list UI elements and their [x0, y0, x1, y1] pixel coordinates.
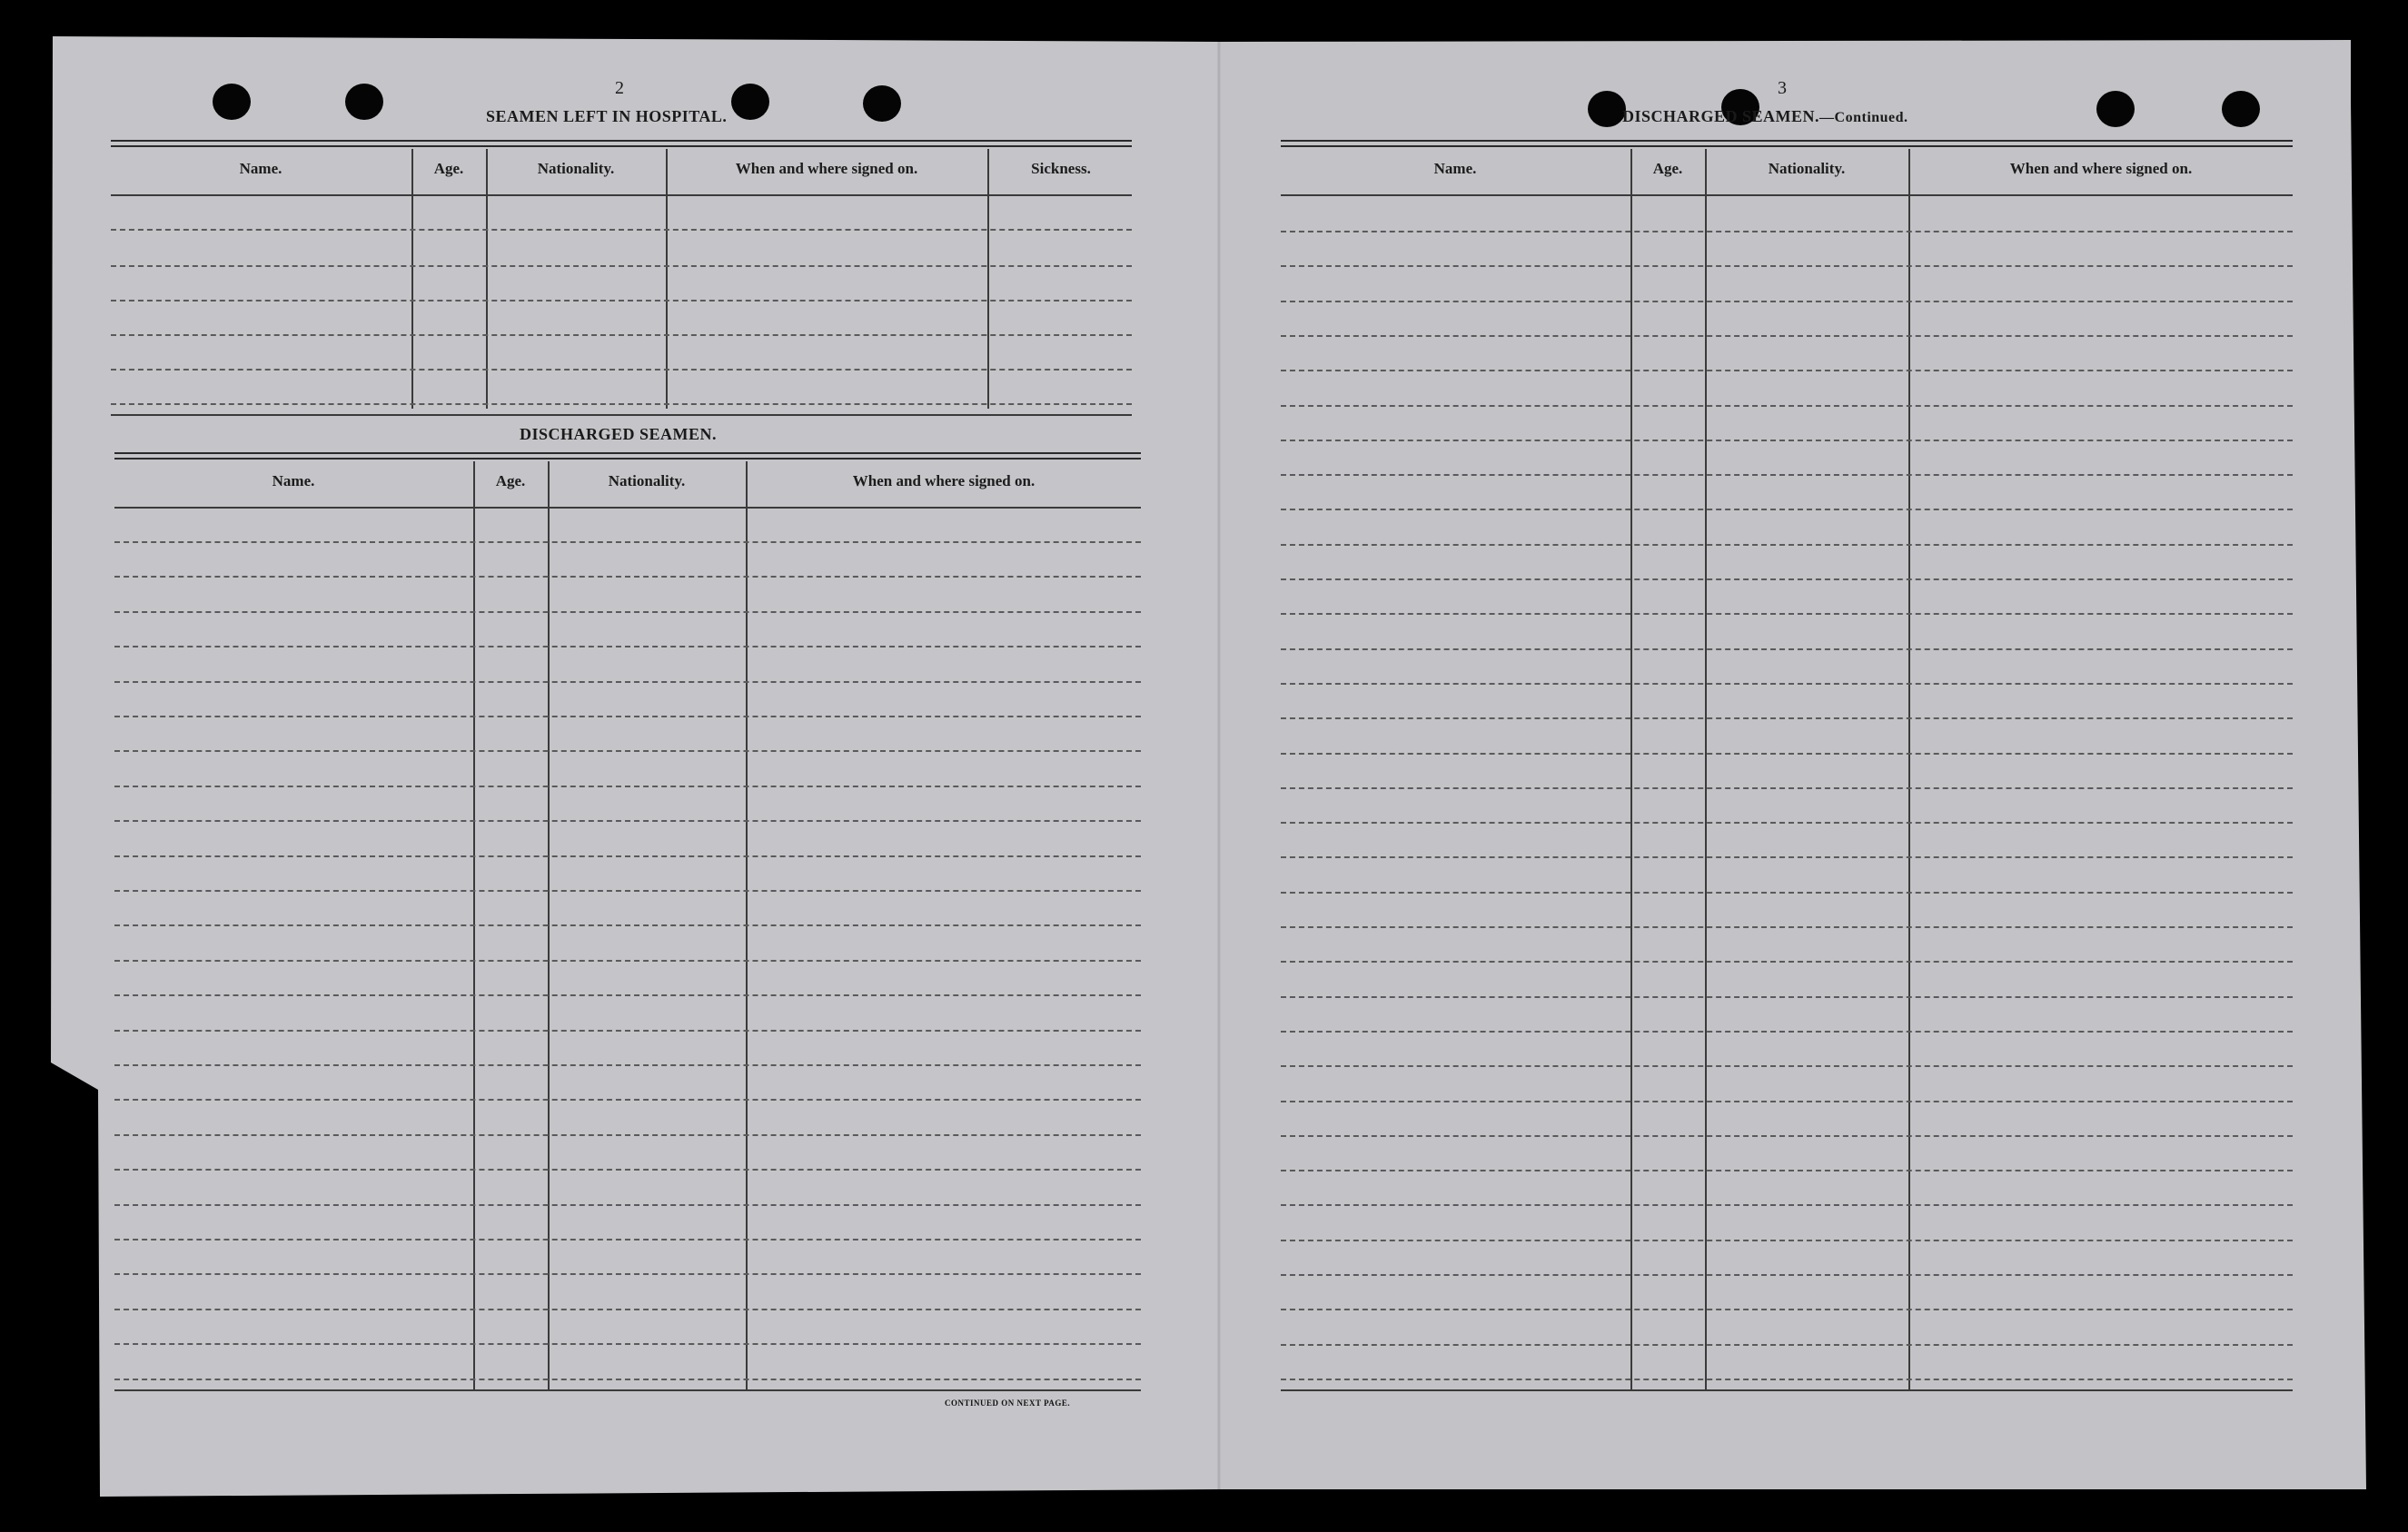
- rule: [1281, 1389, 2293, 1391]
- entry-line: [1281, 474, 2293, 476]
- entry-line: [1281, 1379, 2293, 1380]
- column-header: Name.: [272, 472, 315, 489]
- entry-line: [1281, 1101, 2293, 1102]
- entry-line: [1281, 1065, 2293, 1067]
- column-header: Name.: [1433, 160, 1477, 177]
- entry-line: [1281, 578, 2293, 580]
- entry-line: [1281, 265, 2293, 267]
- entry-line: [1281, 787, 2293, 789]
- punch-hole: [1588, 91, 1626, 127]
- entry-line: [1281, 440, 2293, 441]
- entry-line: [1281, 370, 2293, 371]
- entry-line: [1281, 405, 2293, 407]
- entry-line: [1281, 1135, 2293, 1137]
- entry-line: [1281, 996, 2293, 998]
- entry-line: [1281, 1031, 2293, 1033]
- column-header: Nationality.: [1768, 160, 1846, 177]
- entry-line: [1281, 753, 2293, 755]
- column-header: Age.: [1652, 160, 1683, 177]
- column-header: Sickness.: [1031, 160, 1091, 177]
- entry-line: [1281, 717, 2293, 719]
- entry-line: [1281, 301, 2293, 302]
- entry-line: [1281, 1204, 2293, 1206]
- entry-line: [1281, 613, 2293, 615]
- continued-note: CONTINUED ON NEXT PAGE.: [945, 1399, 1071, 1408]
- entry-line: [1281, 335, 2293, 337]
- entry-line: [1281, 544, 2293, 546]
- rule: [1281, 194, 2293, 196]
- entry-line: [1281, 961, 2293, 963]
- column-header: When and where signed on.: [852, 472, 1036, 489]
- column-header: When and where signed on.: [735, 160, 918, 177]
- rule: [1281, 140, 2293, 142]
- punch-hole: [2096, 91, 2135, 127]
- entry-line: [1281, 1309, 2293, 1310]
- entry-line: [1281, 856, 2293, 858]
- entry-line: [1281, 822, 2293, 824]
- column-header: Age.: [433, 160, 464, 177]
- column-header: Nationality.: [537, 160, 615, 177]
- title-main: DISCHARGED SEAMEN.: [1622, 107, 1820, 125]
- entry-line: [1281, 1344, 2293, 1346]
- entry-line: [1281, 231, 2293, 232]
- entry-line: [1281, 683, 2293, 685]
- column-header: Name.: [239, 160, 282, 177]
- section-title-discharged: DISCHARGED SEAMEN.: [520, 425, 718, 443]
- entry-line: [1281, 1170, 2293, 1171]
- column-header: When and where signed on.: [2009, 160, 2193, 177]
- entry-line: [1281, 1274, 2293, 1276]
- page-number: 2: [615, 78, 624, 98]
- column-header: Nationality.: [608, 472, 686, 489]
- page-number: 3: [1778, 78, 1787, 98]
- entry-line: [1281, 648, 2293, 650]
- punch-hole: [2222, 91, 2260, 127]
- section-title-hospital: SEAMEN LEFT IN HOSPITAL.: [486, 107, 728, 125]
- rule: [1281, 145, 2293, 147]
- title-suffix: —Continued.: [1819, 110, 1908, 125]
- entry-line: [1281, 1240, 2293, 1241]
- entry-line: [1281, 509, 2293, 510]
- column-header: Age.: [495, 472, 526, 489]
- entry-line: [1281, 926, 2293, 928]
- section-title-discharged-continued: [1622, 107, 1908, 126]
- entry-line: [1281, 892, 2293, 894]
- discharged-continued-table: [1281, 140, 2293, 1397]
